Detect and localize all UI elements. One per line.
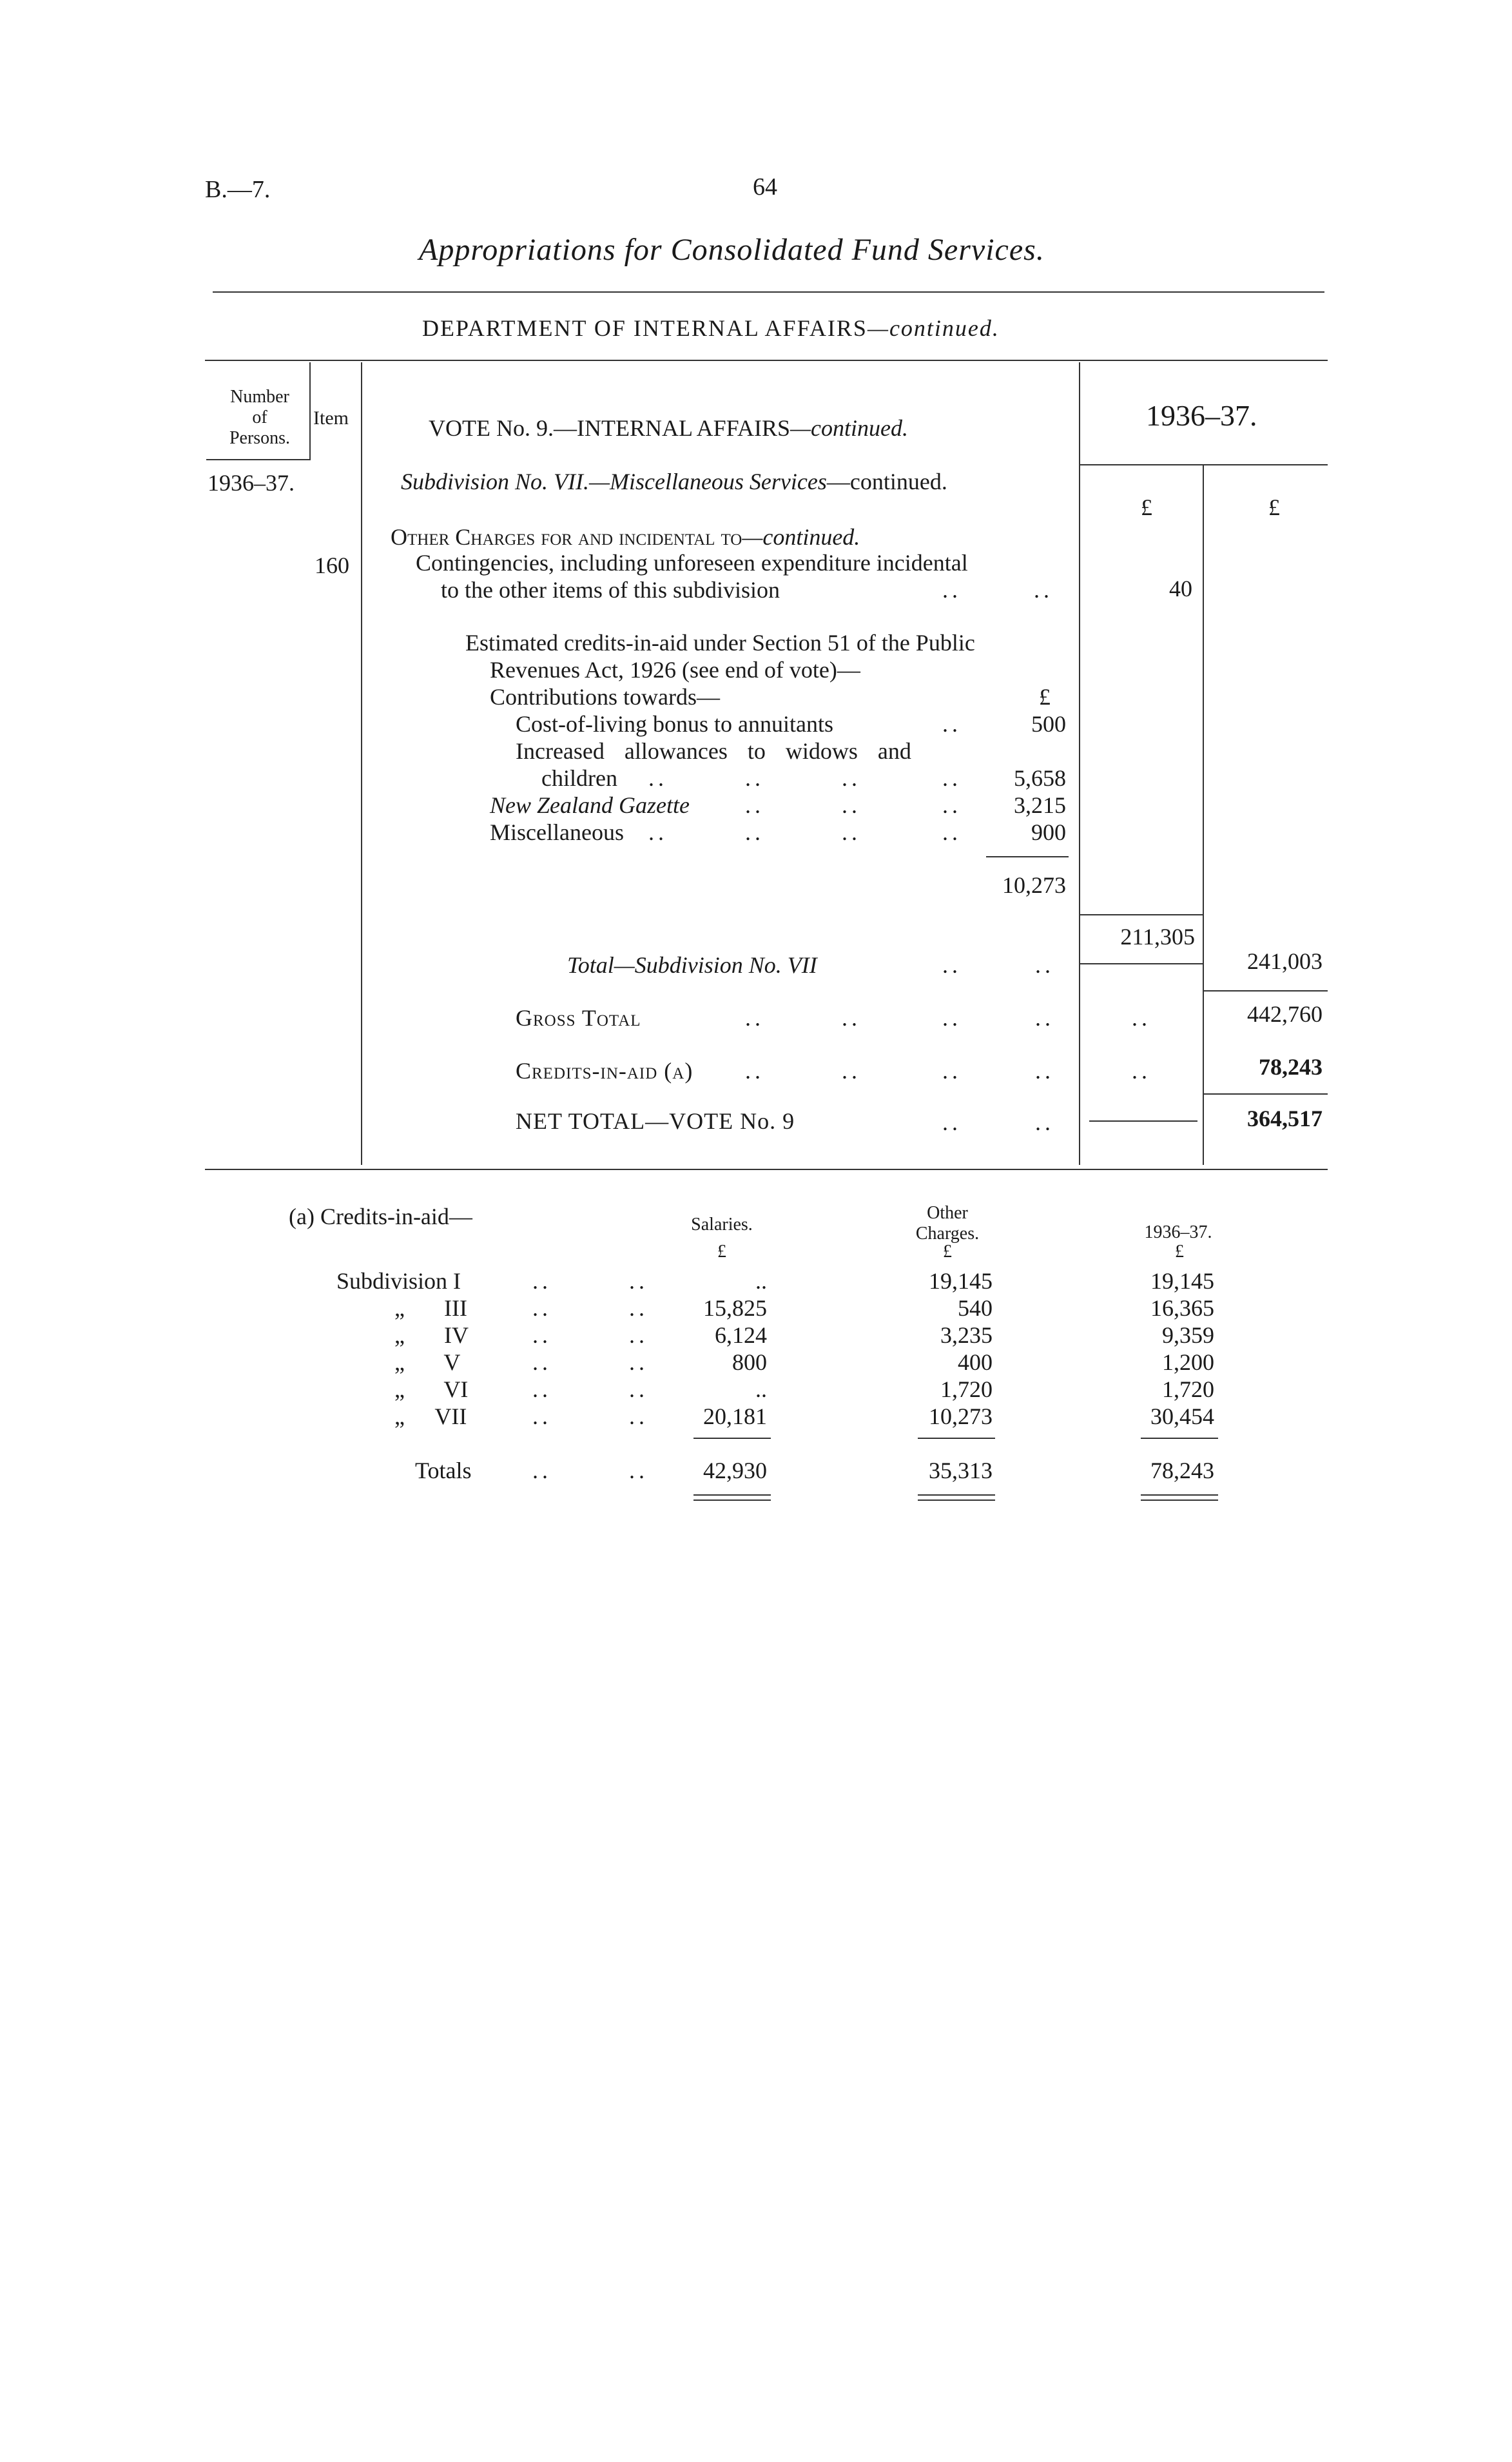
leader-dots: .. bbox=[842, 765, 861, 791]
leader-dots: .. bbox=[745, 792, 764, 818]
credits-intro-line-2: Revenues Act, 1926 (see end of vote)— bbox=[490, 657, 860, 683]
footnote-salaries: 20,181 bbox=[703, 1403, 767, 1429]
department-name: DEPARTMENT OF INTERNAL AFFAIRS bbox=[422, 315, 867, 341]
leader-dots: .. bbox=[842, 1058, 861, 1084]
leader-dots: .. bbox=[745, 819, 764, 845]
footnote-other: 3,235 bbox=[940, 1322, 993, 1348]
footnote-other: 400 bbox=[958, 1349, 993, 1375]
vote-title-suffix: —continued. bbox=[790, 415, 908, 441]
leader-dots: .. bbox=[1035, 1109, 1054, 1135]
page-number: 64 bbox=[753, 173, 777, 200]
leader-dots: .. bbox=[532, 1349, 552, 1375]
leader-dots: .. bbox=[745, 1058, 764, 1084]
footnote-year: 1,200 bbox=[1162, 1349, 1214, 1375]
leader-dots: .. bbox=[648, 819, 668, 845]
column-head-rule bbox=[206, 459, 311, 460]
credit-item-label: Cost-of-living bonus to annuitants bbox=[516, 711, 833, 737]
net-total-label: NET TOTAL—VOTE No. 9 bbox=[516, 1108, 795, 1134]
leader-dots: .. bbox=[629, 1349, 648, 1375]
pound-sign: £ bbox=[1268, 494, 1280, 520]
footnote-salaries: 800 bbox=[732, 1349, 767, 1375]
leader-dots: .. bbox=[942, 765, 962, 791]
subdivision-heading bbox=[401, 468, 947, 495]
salaries-header: Salaries. bbox=[691, 1215, 753, 1235]
credits-intro-line-1: Estimated credits-in-aid under Section 51 of the Public bbox=[465, 630, 975, 656]
net-total-value: 364,517 bbox=[1247, 1106, 1323, 1131]
leader-dots: .. bbox=[532, 1268, 552, 1294]
leader-dots: .. bbox=[629, 1376, 648, 1402]
department-suffix: —continued. bbox=[867, 315, 1000, 341]
pound-sign: £ bbox=[1175, 1242, 1184, 1262]
leader-dots: .. bbox=[842, 1005, 861, 1031]
sum-rule bbox=[1080, 914, 1203, 915]
persons-header-line: Persons. bbox=[229, 428, 291, 448]
year-label-left: 1936–37. bbox=[208, 470, 295, 496]
net-total-dash-rule bbox=[1089, 1120, 1197, 1122]
subdivision-title: Subdivision No. VII.—Miscellaneous Services bbox=[401, 469, 827, 494]
other-charges-label: Other Charges for and incidental to bbox=[391, 524, 742, 550]
footnote-other: 10,273 bbox=[929, 1403, 993, 1429]
pound-sign: £ bbox=[1039, 684, 1051, 710]
column-head-rule bbox=[1080, 464, 1328, 465]
gross-total-dash: .. bbox=[1132, 1005, 1151, 1031]
leader-dots: .. bbox=[745, 765, 764, 791]
year-column-header: 1936–37. bbox=[1146, 399, 1257, 432]
footnote-salaries: 15,825 bbox=[703, 1295, 767, 1321]
sum-rule bbox=[986, 856, 1069, 857]
persons-header-line: Number bbox=[230, 387, 289, 407]
document-reference: B.—7. bbox=[205, 176, 271, 203]
year-header: 1936–37. bbox=[1144, 1222, 1212, 1242]
credits-in-aid-value: 78,243 bbox=[1259, 1054, 1323, 1080]
double-rule bbox=[918, 1500, 995, 1501]
footnote-year: 19,145 bbox=[1150, 1268, 1214, 1294]
footnote-totals-year: 78,243 bbox=[1150, 1458, 1214, 1483]
footnote-salaries: .. bbox=[755, 1268, 767, 1294]
subdivision-subtotal: 211,305 bbox=[1120, 924, 1195, 950]
footnote-year: 30,454 bbox=[1150, 1403, 1214, 1429]
footnote-totals-other: 35,313 bbox=[929, 1458, 993, 1483]
footnote-title: (a) Credits-in-aid— bbox=[289, 1204, 472, 1229]
persons-column-header bbox=[213, 387, 307, 449]
leader-dots: .. bbox=[1035, 1058, 1054, 1084]
leader-dots: .. bbox=[629, 1458, 648, 1483]
credits-estimate-total: 10,273 bbox=[1002, 872, 1066, 898]
leader-dots: .. bbox=[942, 952, 962, 978]
department-heading bbox=[422, 315, 1000, 342]
leader-dots: .. bbox=[532, 1403, 552, 1429]
footnote-year: 9,359 bbox=[1162, 1322, 1214, 1348]
table-bottom-rule bbox=[205, 1169, 1328, 1170]
credit-item-value: 5,658 bbox=[1014, 765, 1066, 791]
column-divider bbox=[361, 362, 362, 1165]
double-rule bbox=[1141, 1494, 1218, 1496]
contingencies-line-2: to the other items of this subdivision bbox=[441, 577, 780, 603]
footnote-row-label: „ VI bbox=[394, 1376, 469, 1402]
footnote-year: 1,720 bbox=[1162, 1376, 1214, 1402]
item-number: 160 bbox=[315, 552, 349, 578]
pound-sign: £ bbox=[943, 1242, 952, 1262]
footnote-row-label: „ VII bbox=[394, 1403, 467, 1429]
column-divider bbox=[1203, 464, 1204, 1165]
column-divider bbox=[309, 362, 311, 459]
subdivision-total-label: Total—Subdivision No. VII bbox=[567, 952, 817, 978]
subdivision-total-value: 241,003 bbox=[1247, 948, 1323, 974]
other-charges-header bbox=[889, 1203, 1005, 1244]
other-charges-suffix: —continued. bbox=[742, 524, 860, 550]
other-charges-header-line: Other bbox=[927, 1203, 968, 1223]
leader-dots: .. bbox=[532, 1458, 552, 1483]
gross-total-value: 442,760 bbox=[1247, 1001, 1323, 1027]
pound-sign: £ bbox=[1141, 494, 1152, 520]
leader-dots: .. bbox=[842, 792, 861, 818]
credit-item-value: 500 bbox=[1031, 711, 1066, 737]
table-top-rule bbox=[205, 360, 1328, 361]
vote-title-main: VOTE No. 9.—INTERNAL AFFAIRS bbox=[429, 415, 791, 441]
persons-header-line: of bbox=[252, 407, 267, 427]
leader-dots: .. bbox=[629, 1295, 648, 1321]
credit-item-value: 3,215 bbox=[1014, 792, 1066, 818]
item-column-header: Item bbox=[313, 407, 349, 429]
footnote-salaries: 6,124 bbox=[715, 1322, 767, 1348]
vote-title bbox=[429, 415, 908, 442]
footnote-row-label: „ V bbox=[394, 1349, 461, 1375]
footnote-totals-salaries: 42,930 bbox=[703, 1458, 767, 1483]
leader-dots: .. bbox=[629, 1322, 648, 1348]
credit-item-label: New Zealand Gazette bbox=[490, 792, 690, 818]
other-charges-heading bbox=[391, 523, 860, 551]
sum-rule bbox=[693, 1438, 771, 1439]
leader-dots: .. bbox=[745, 1005, 764, 1031]
footnote-row-label: „ III bbox=[394, 1295, 467, 1321]
credit-item-label: children bbox=[541, 765, 617, 791]
footnote-year: 16,365 bbox=[1150, 1295, 1214, 1321]
leader-dots: .. bbox=[942, 577, 962, 603]
double-rule bbox=[693, 1494, 771, 1496]
subdivision-suffix: —continued. bbox=[826, 469, 947, 494]
footnote-other: 19,145 bbox=[929, 1268, 993, 1294]
leader-dots: .. bbox=[942, 792, 962, 818]
leader-dots: .. bbox=[942, 1109, 962, 1135]
sum-rule bbox=[1080, 963, 1203, 964]
rule bbox=[213, 291, 1324, 293]
leader-dots: .. bbox=[942, 819, 962, 845]
leader-dots: .. bbox=[1034, 577, 1053, 603]
contingencies-amount: 40 bbox=[1169, 576, 1192, 601]
credit-item-label: Miscellaneous bbox=[490, 819, 624, 845]
leader-dots: .. bbox=[942, 711, 962, 737]
leader-dots: .. bbox=[629, 1403, 648, 1429]
leader-dots: .. bbox=[532, 1295, 552, 1321]
double-rule bbox=[693, 1500, 771, 1501]
credit-item-label: Increased allowances to widows and bbox=[516, 738, 911, 764]
double-rule bbox=[918, 1494, 995, 1496]
footnote-row-label: Subdivision I bbox=[336, 1268, 461, 1294]
footnote-other: 540 bbox=[958, 1295, 993, 1321]
footnote-totals-label: Totals bbox=[415, 1458, 472, 1483]
leader-dots: .. bbox=[532, 1322, 552, 1348]
gross-total-label: Gross Total bbox=[516, 1005, 641, 1031]
footnote-row-label: „ IV bbox=[394, 1322, 469, 1348]
column-divider bbox=[1079, 362, 1080, 1165]
leader-dots: .. bbox=[1035, 1005, 1054, 1031]
footnote-salaries: .. bbox=[755, 1376, 767, 1402]
leader-dots: .. bbox=[648, 765, 668, 791]
leader-dots: .. bbox=[629, 1268, 648, 1294]
leader-dots: .. bbox=[942, 1058, 962, 1084]
contingencies-line-1: Contingencies, including unforeseen expenditure incidental bbox=[416, 550, 968, 576]
page-title: Appropriations for Consolidated Fund Services. bbox=[419, 233, 1045, 267]
credits-in-aid-label: Credits-in-aid (a) bbox=[516, 1058, 693, 1084]
contributions-label: Contributions towards— bbox=[490, 684, 720, 710]
footnote-other: 1,720 bbox=[940, 1376, 993, 1402]
leader-dots: .. bbox=[1035, 952, 1054, 978]
sum-rule bbox=[918, 1438, 995, 1439]
other-charges-header-line: Charges. bbox=[915, 1224, 980, 1244]
credit-item-value: 900 bbox=[1031, 819, 1066, 845]
leader-dots: .. bbox=[532, 1376, 552, 1402]
sum-rule bbox=[1204, 1093, 1328, 1095]
sum-rule bbox=[1204, 990, 1328, 992]
leader-dots: .. bbox=[942, 1005, 962, 1031]
pound-sign: £ bbox=[717, 1242, 726, 1262]
sum-rule bbox=[1141, 1438, 1218, 1439]
credits-in-aid-dash: .. bbox=[1132, 1058, 1151, 1084]
double-rule bbox=[1141, 1500, 1218, 1501]
leader-dots: .. bbox=[842, 819, 861, 845]
